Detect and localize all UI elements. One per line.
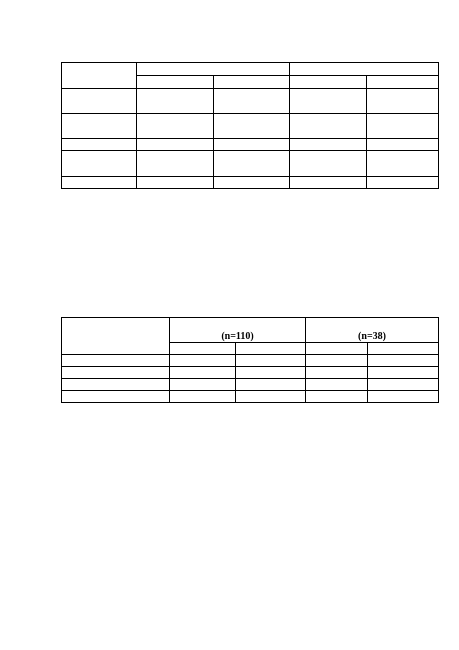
table-cell <box>214 151 290 177</box>
table-cell <box>290 89 367 114</box>
data-table-1 <box>61 62 439 189</box>
table-cell <box>62 177 137 189</box>
data-table-2 <box>61 317 439 403</box>
table-cell <box>290 114 367 139</box>
table-row <box>62 379 439 391</box>
table-row <box>62 391 439 403</box>
table-cell <box>62 391 170 403</box>
table-2-subheader-cell <box>368 343 439 355</box>
table-cell <box>367 151 439 177</box>
table-cell <box>137 177 214 189</box>
table-cell <box>170 391 236 403</box>
table-cell <box>306 379 368 391</box>
table-cell <box>62 367 170 379</box>
table-row <box>62 177 439 189</box>
table-2-header-row <box>62 318 439 343</box>
table-cell <box>290 177 367 189</box>
table-cell <box>214 139 290 151</box>
table-cell <box>214 114 290 139</box>
table-cell <box>290 151 367 177</box>
table-cell <box>137 151 214 177</box>
table-row <box>62 367 439 379</box>
table-cell <box>62 89 137 114</box>
table-cell <box>368 355 439 367</box>
table-2-subheader-cell <box>306 343 368 355</box>
table-1-subheader-cell <box>214 76 290 89</box>
table-cell <box>214 89 290 114</box>
table-cell <box>170 355 236 367</box>
table-2-group-b-header: (n=38) <box>306 318 439 343</box>
table-1-subheader-cell <box>137 76 214 89</box>
table-cell <box>62 151 137 177</box>
table-cell <box>236 355 306 367</box>
table-row <box>62 89 439 114</box>
table-2-subheader-cell <box>236 343 306 355</box>
table-row <box>62 151 439 177</box>
table-cell <box>236 367 306 379</box>
table-cell <box>170 379 236 391</box>
table-cell <box>137 114 214 139</box>
table-cell <box>62 139 137 151</box>
table-cell <box>170 367 236 379</box>
table-cell <box>62 355 170 367</box>
table-cell <box>367 139 439 151</box>
table-cell <box>368 379 439 391</box>
table-1-row-label-header <box>62 63 137 89</box>
table-cell <box>367 114 439 139</box>
table-1-header-row <box>62 63 439 76</box>
table-1-subheader-cell <box>367 76 439 89</box>
table-cell <box>368 367 439 379</box>
table-cell <box>368 391 439 403</box>
table-2-row-label-header <box>62 318 170 355</box>
table-cell <box>236 391 306 403</box>
table-cell <box>290 139 367 151</box>
table-cell <box>214 177 290 189</box>
table-1-subheader-cell <box>290 76 367 89</box>
table-row <box>62 139 439 151</box>
table-cell <box>306 367 368 379</box>
table-cell <box>137 139 214 151</box>
table-cell <box>62 114 137 139</box>
table-2-subheader-cell <box>170 343 236 355</box>
table-cell <box>62 379 170 391</box>
table-1-group-a-header <box>137 63 290 76</box>
table-cell <box>367 89 439 114</box>
table-cell <box>306 391 368 403</box>
table-1-group-b-header <box>290 63 439 76</box>
table-2-group-a-header: (n=110) <box>170 318 306 343</box>
table-row <box>62 114 439 139</box>
table-cell <box>367 177 439 189</box>
table-cell <box>236 379 306 391</box>
table-cell <box>306 355 368 367</box>
table-cell <box>137 89 214 114</box>
table-row <box>62 355 439 367</box>
